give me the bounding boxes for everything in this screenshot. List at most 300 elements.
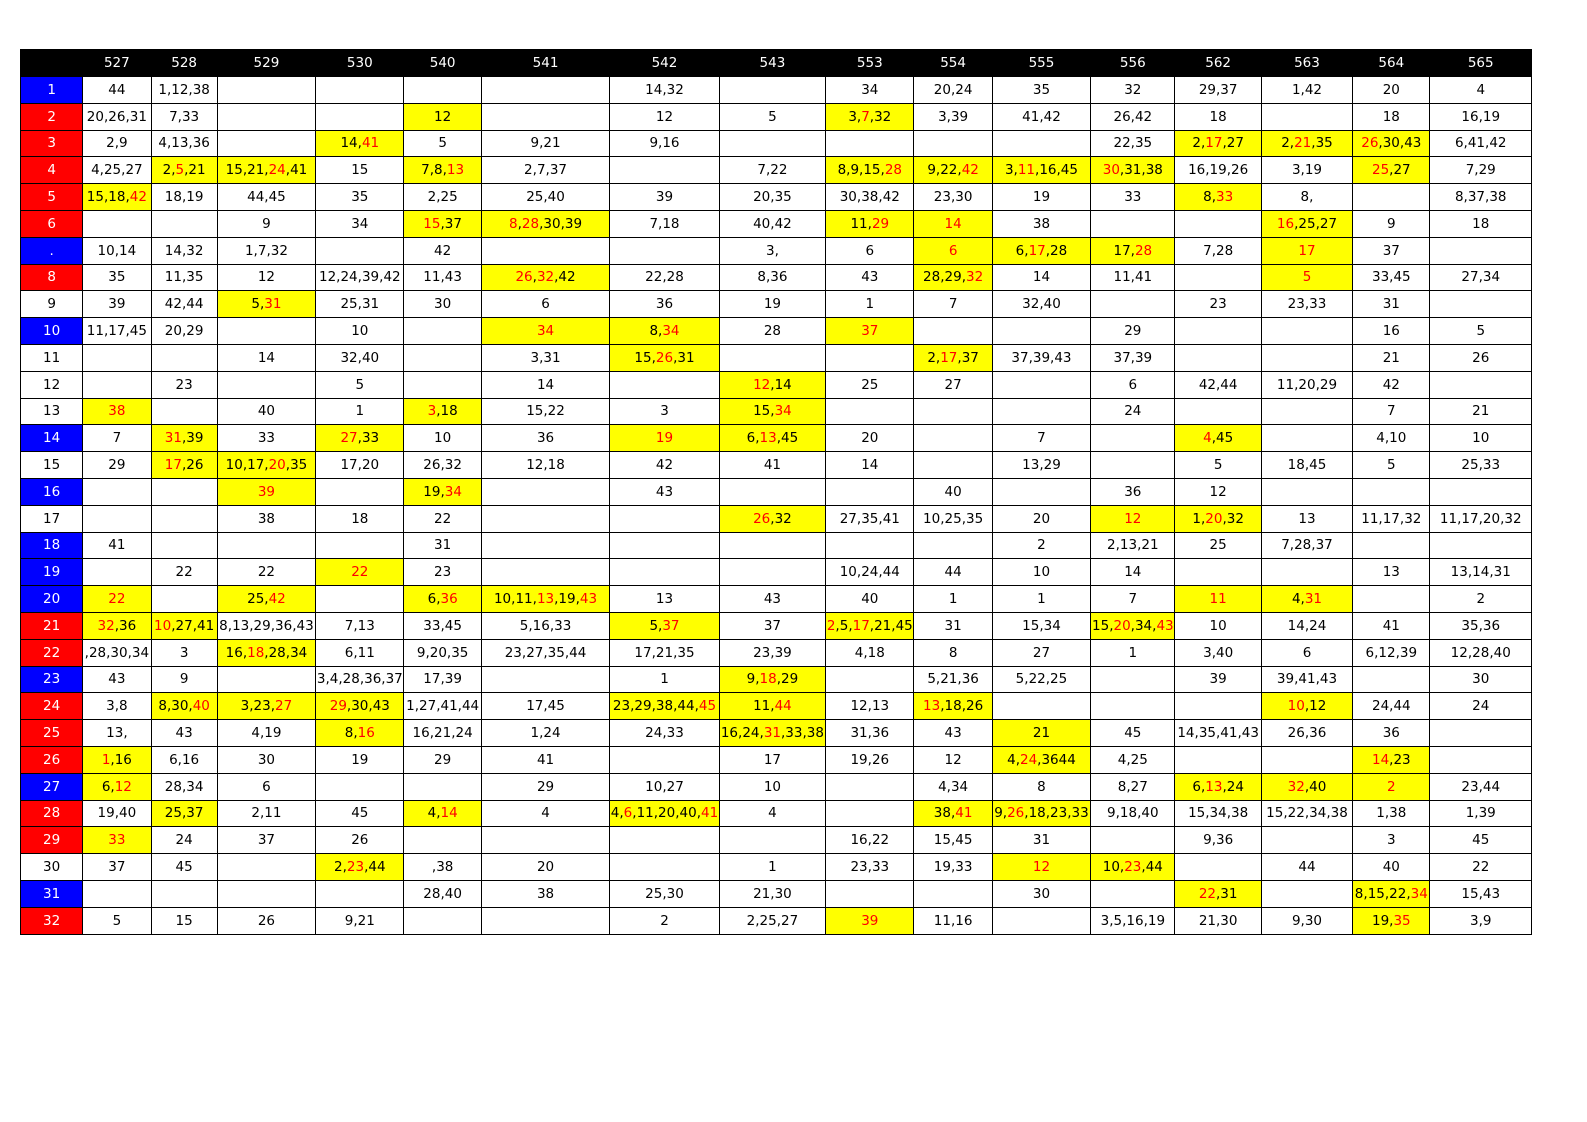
table-cell xyxy=(481,639,610,666)
separator: , xyxy=(630,698,635,715)
number: 17 xyxy=(1461,510,1479,527)
table-row xyxy=(21,639,1532,666)
table-row xyxy=(21,425,1532,452)
table-cell xyxy=(914,210,992,237)
number: 12 xyxy=(1378,644,1396,661)
number: 38 xyxy=(1489,189,1507,206)
separator: , xyxy=(242,162,248,179)
number: 7 xyxy=(112,430,122,447)
separator: , xyxy=(1115,537,1120,554)
separator: , xyxy=(539,349,544,366)
table-cell xyxy=(83,800,151,827)
number: 44 xyxy=(108,81,126,98)
number: 33 xyxy=(955,859,973,875)
table-cell xyxy=(1175,559,1261,586)
separator: , xyxy=(249,698,254,715)
table-cell xyxy=(992,452,1090,479)
number: 2 xyxy=(1281,135,1290,152)
number: 12 xyxy=(257,269,276,286)
table-row xyxy=(21,210,1532,237)
column-header-554: 554 xyxy=(914,50,992,77)
separator: , xyxy=(1216,376,1221,393)
number: 34 xyxy=(1043,617,1061,634)
table-cell xyxy=(719,371,825,398)
number: 4 xyxy=(427,805,437,822)
number: 13 xyxy=(1022,457,1040,474)
table-cell xyxy=(1353,505,1430,532)
separator: , xyxy=(264,162,269,179)
separator: , xyxy=(336,269,341,286)
table-cell xyxy=(826,827,914,854)
number: 28 xyxy=(923,269,941,286)
number: 7 xyxy=(1281,537,1290,554)
number: 21 xyxy=(188,162,206,179)
number: 15 xyxy=(634,349,652,366)
number: 4 xyxy=(1007,751,1016,768)
table-cell xyxy=(1430,157,1532,184)
table-cell xyxy=(1353,371,1430,398)
separator: , xyxy=(651,698,656,715)
table-cell xyxy=(217,880,315,907)
column-header-563: 563 xyxy=(1261,50,1352,77)
separator: , xyxy=(436,189,441,206)
table-cell xyxy=(1175,478,1261,505)
table-cell xyxy=(1430,854,1532,881)
number: 43 xyxy=(1319,671,1338,688)
number: 30 xyxy=(1472,671,1490,688)
separator: , xyxy=(1315,671,1320,688)
table-cell xyxy=(1261,478,1352,505)
number: 19 xyxy=(1482,108,1501,125)
number: 29 xyxy=(1124,323,1142,340)
table-cell xyxy=(1261,800,1352,827)
number: 13 xyxy=(232,617,250,634)
number: 4 xyxy=(938,778,947,795)
number: 29 xyxy=(253,617,271,634)
number: 11 xyxy=(515,591,533,608)
separator: , xyxy=(127,644,132,661)
table-cell xyxy=(1261,452,1352,479)
separator: , xyxy=(528,617,533,634)
number: 13 xyxy=(1450,564,1468,581)
number: 11 xyxy=(357,644,375,661)
separator: , xyxy=(856,510,862,527)
separator: , xyxy=(950,859,956,875)
table-cell xyxy=(719,210,825,237)
number: 10 xyxy=(97,242,115,259)
number: 6 xyxy=(1128,376,1138,393)
number: 32 xyxy=(186,242,204,259)
number: 1 xyxy=(948,591,958,608)
number: 1 xyxy=(1465,805,1475,822)
column-header-555: 555 xyxy=(992,50,1090,77)
number: 41 xyxy=(197,617,215,634)
table-cell xyxy=(404,559,481,586)
red-number: 1 xyxy=(101,751,111,768)
table-cell xyxy=(481,854,610,881)
table-cell xyxy=(914,237,992,264)
red-number: 5 xyxy=(175,162,185,179)
number: 3644 xyxy=(1041,751,1076,768)
table-cell xyxy=(151,746,217,773)
table-cell xyxy=(481,907,610,934)
table-cell xyxy=(914,773,992,800)
table-cell xyxy=(404,666,481,693)
number: 42 xyxy=(1382,376,1400,393)
number: 36 xyxy=(1216,832,1234,849)
table-cell xyxy=(914,157,992,184)
separator: , xyxy=(368,698,373,715)
separator: , xyxy=(1205,805,1210,822)
number: 28 xyxy=(268,644,286,661)
red-number: 13 xyxy=(536,591,555,608)
column-header-562: 562 xyxy=(1175,50,1261,77)
number: 30 xyxy=(839,189,857,206)
table-cell xyxy=(1091,103,1175,130)
number: 30 xyxy=(666,885,684,902)
red-number: 34 xyxy=(774,403,792,420)
number: 4 xyxy=(158,135,167,152)
number: 30 xyxy=(110,644,128,661)
number: 38 xyxy=(536,885,555,902)
separator: , xyxy=(863,644,868,661)
separator: , xyxy=(549,617,555,634)
table-cell xyxy=(1430,77,1532,104)
number: 37 xyxy=(1467,189,1486,206)
number: 28 xyxy=(164,778,182,795)
table-cell xyxy=(217,586,315,613)
table-row xyxy=(21,157,1532,184)
number: 22 xyxy=(1389,885,1407,902)
separator: , xyxy=(1478,269,1483,286)
table-cell xyxy=(83,103,151,130)
separator: , xyxy=(867,215,872,232)
separator: , xyxy=(1304,457,1310,474)
red-number: 32 xyxy=(966,269,984,286)
row-label: 8 xyxy=(21,264,83,291)
separator: , xyxy=(451,725,456,742)
number: 24 xyxy=(742,725,760,742)
number: 42 xyxy=(655,457,674,474)
number: 10 xyxy=(434,430,452,447)
table-cell xyxy=(610,291,719,318)
table-cell xyxy=(1091,639,1175,666)
number: 30 xyxy=(955,189,973,206)
number: 21 xyxy=(1382,349,1400,366)
number: 9 xyxy=(1387,215,1396,232)
number: 33 xyxy=(1482,457,1501,474)
table-cell xyxy=(610,559,719,586)
number: 9 xyxy=(850,162,860,179)
row-label: 15 xyxy=(21,452,83,479)
red-number: 31 xyxy=(1304,591,1323,608)
number: 34 xyxy=(1134,617,1153,634)
red-number: 26 xyxy=(1007,805,1025,822)
number: 21 xyxy=(1198,912,1216,929)
number: 6 xyxy=(262,778,271,795)
number: 44 xyxy=(1220,376,1238,393)
table-cell xyxy=(992,854,1090,881)
number: 42 xyxy=(1134,108,1153,125)
table-cell xyxy=(1175,398,1261,425)
number: 8 xyxy=(948,644,958,661)
number: 40 xyxy=(119,805,137,822)
table-cell xyxy=(83,318,151,345)
number: 12 xyxy=(1209,483,1227,500)
separator: , xyxy=(1002,805,1008,822)
number: 41 xyxy=(536,751,555,768)
separator: , xyxy=(1389,269,1394,286)
number: 13 xyxy=(655,591,674,608)
number: 9 xyxy=(1107,805,1116,822)
table-cell xyxy=(151,800,217,827)
separator: , xyxy=(1035,162,1040,179)
number: 19 xyxy=(933,859,951,875)
table-cell xyxy=(992,532,1090,559)
table-cell xyxy=(404,291,481,318)
table-cell xyxy=(610,746,719,773)
table-cell xyxy=(1261,291,1352,318)
table-cell xyxy=(610,77,719,104)
number: 44 xyxy=(186,296,204,313)
number: 9 xyxy=(927,162,936,179)
number: 45 xyxy=(547,698,565,715)
table-cell xyxy=(1091,800,1175,827)
number: 21 xyxy=(357,912,375,929)
table-cell xyxy=(404,505,481,532)
number: 9 xyxy=(1482,912,1492,929)
column-header-530: 530 xyxy=(316,50,404,77)
number: 23 xyxy=(175,376,193,393)
table-cell xyxy=(1091,907,1175,934)
table-cell xyxy=(826,184,914,211)
number: 35 xyxy=(1315,135,1333,152)
table-cell xyxy=(316,452,404,479)
separator: , xyxy=(442,162,447,179)
number: 16 xyxy=(114,751,132,768)
red-number: 25 xyxy=(1371,162,1390,179)
separator: , xyxy=(662,81,667,98)
table-cell xyxy=(1175,746,1261,773)
table-cell xyxy=(316,264,404,291)
number: 10 xyxy=(1102,859,1120,875)
table-cell xyxy=(481,371,610,398)
separator: , xyxy=(543,698,548,715)
table-cell xyxy=(404,452,481,479)
table-cell xyxy=(610,612,719,639)
table-cell xyxy=(83,237,151,264)
separator: , xyxy=(765,269,771,286)
separator: , xyxy=(436,591,441,608)
separator: , xyxy=(436,403,441,420)
number: 21 xyxy=(753,885,771,902)
table-cell xyxy=(1430,800,1532,827)
number: 41 xyxy=(440,698,458,715)
table-cell xyxy=(404,157,481,184)
separator: , xyxy=(1326,805,1331,822)
separator: , xyxy=(1389,162,1394,179)
separator: , xyxy=(440,215,445,232)
separator: , xyxy=(1137,805,1142,822)
separator: , xyxy=(1122,912,1127,929)
table-cell xyxy=(1430,773,1532,800)
table-cell xyxy=(719,264,825,291)
separator: , xyxy=(357,457,362,474)
table-row xyxy=(21,854,1532,881)
table-cell xyxy=(83,827,151,854)
table-cell xyxy=(1430,291,1532,318)
number: 15 xyxy=(863,162,881,179)
number: 38 xyxy=(257,510,276,527)
number: 1 xyxy=(1192,510,1201,527)
table-cell xyxy=(481,746,610,773)
number: 6 xyxy=(169,751,178,768)
number: 31 xyxy=(1493,564,1511,581)
table-cell xyxy=(719,854,825,881)
number: 30 xyxy=(1032,885,1051,902)
table-cell xyxy=(1430,693,1532,720)
table-cell xyxy=(83,130,151,157)
table-cell xyxy=(914,559,992,586)
number: 41 xyxy=(1022,108,1040,125)
number: 33 xyxy=(181,108,200,125)
number: 28 xyxy=(1294,537,1312,554)
table-cell xyxy=(83,344,151,371)
number: 11 xyxy=(933,912,951,929)
table-cell xyxy=(1175,586,1261,613)
separator: , xyxy=(260,296,265,313)
number: 23 xyxy=(933,189,951,206)
number: 29 xyxy=(186,323,204,340)
table-cell xyxy=(1175,639,1261,666)
table-cell xyxy=(914,666,992,693)
separator: , xyxy=(1283,805,1288,822)
table-cell xyxy=(83,478,151,505)
number: 33 xyxy=(666,725,684,742)
number: 10 xyxy=(493,591,512,608)
separator: , xyxy=(662,778,667,795)
number: 1 xyxy=(660,671,669,688)
number: 26 xyxy=(1113,108,1131,125)
red-number: 3 xyxy=(427,403,437,420)
number: 2 xyxy=(660,912,669,929)
table-cell xyxy=(1091,425,1175,452)
number: 34 xyxy=(186,778,204,795)
number: 22 xyxy=(645,269,663,286)
number: 12 xyxy=(1450,644,1468,661)
number: 14 xyxy=(257,349,276,366)
number: 23 xyxy=(1287,296,1305,313)
number: 14 xyxy=(340,135,358,152)
separator: , xyxy=(1237,725,1242,742)
number: 25 xyxy=(247,591,265,608)
table-cell xyxy=(719,184,825,211)
number: 3 xyxy=(240,698,250,715)
table-cell xyxy=(719,425,825,452)
table-cell xyxy=(826,854,914,881)
number: 29 xyxy=(108,457,126,474)
table-cell xyxy=(217,478,315,505)
red-number: 11 xyxy=(1209,591,1227,608)
number: 7 xyxy=(757,162,766,179)
table-cell xyxy=(404,130,481,157)
separator: , xyxy=(1130,269,1135,286)
table-cell xyxy=(992,264,1090,291)
table-cell xyxy=(826,532,914,559)
table-cell xyxy=(914,103,992,130)
number: 15 xyxy=(225,162,243,179)
number: 3 xyxy=(179,644,189,661)
table-cell xyxy=(992,318,1090,345)
number: 1 xyxy=(1291,81,1301,98)
number: 16 xyxy=(720,725,739,742)
number: 30 xyxy=(434,296,452,313)
number: 32 xyxy=(1504,510,1522,527)
separator: , xyxy=(1474,805,1479,822)
number: 5 xyxy=(1387,457,1396,474)
number: 40 xyxy=(1382,859,1400,875)
red-number: 23 xyxy=(1124,859,1142,875)
table-cell xyxy=(481,827,610,854)
number: 6 xyxy=(1015,242,1025,259)
table-row xyxy=(21,907,1532,934)
number: 34 xyxy=(1209,805,1227,822)
number: 14 xyxy=(645,81,663,98)
separator: , xyxy=(1119,859,1125,875)
number: 16 xyxy=(1126,912,1144,929)
number: 44 xyxy=(677,698,695,715)
number: 2 xyxy=(106,135,115,152)
number: 25 xyxy=(340,296,358,313)
table-cell xyxy=(1091,210,1175,237)
table-cell xyxy=(719,398,825,425)
table-cell xyxy=(1430,318,1532,345)
number: 36 xyxy=(1482,617,1501,634)
number: 12 xyxy=(434,108,452,125)
number: 23 xyxy=(1461,778,1479,795)
number: 45 xyxy=(955,832,973,849)
table-cell xyxy=(217,452,315,479)
number: 18 xyxy=(662,215,680,232)
table-cell xyxy=(481,612,610,639)
table-cell xyxy=(217,532,315,559)
separator: , xyxy=(770,644,775,661)
separator: , xyxy=(632,805,637,822)
red-number: 38 xyxy=(108,403,126,420)
table-cell xyxy=(404,371,481,398)
table-cell xyxy=(1091,505,1175,532)
number: 21 xyxy=(543,135,561,152)
table-cell xyxy=(151,478,217,505)
number: 43 xyxy=(444,269,462,286)
table-cell xyxy=(1430,880,1532,907)
number: 23 xyxy=(1050,805,1068,822)
number: 20 xyxy=(753,189,771,206)
separator: , xyxy=(346,698,352,715)
number: 21 xyxy=(434,725,452,742)
table-cell xyxy=(1091,746,1175,773)
number: 44 xyxy=(1298,859,1316,875)
red-number: 41 xyxy=(701,805,719,822)
red-number: 32 xyxy=(1287,778,1305,795)
table-cell xyxy=(316,800,404,827)
number: 16 xyxy=(662,135,680,152)
table-cell xyxy=(992,371,1090,398)
number: 32 xyxy=(1124,81,1142,98)
separator: , xyxy=(950,805,956,822)
number: 35 xyxy=(677,644,695,661)
table-cell xyxy=(992,77,1090,104)
